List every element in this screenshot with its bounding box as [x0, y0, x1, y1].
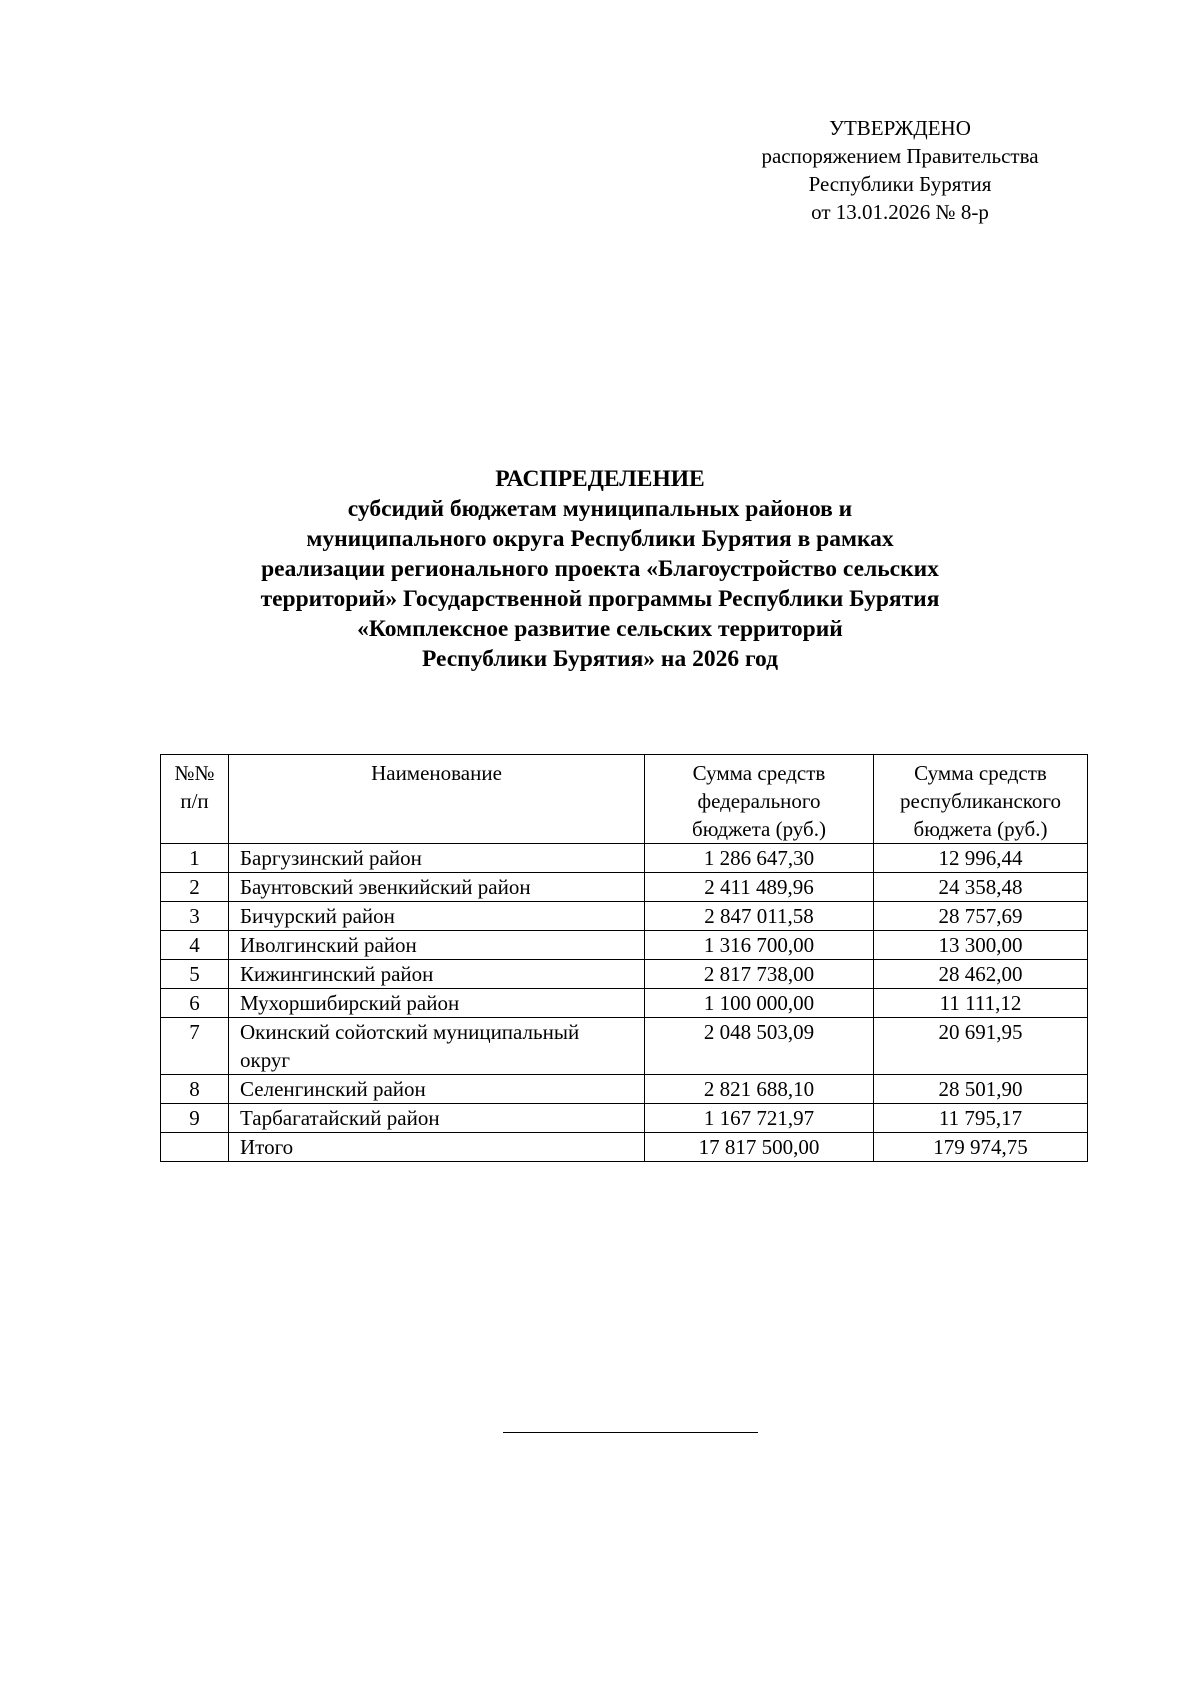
- row-federal-amount: 2 411 489,96: [645, 873, 874, 902]
- row-name: Мухоршибирский район: [229, 989, 645, 1018]
- row-name: Бичурский район: [229, 902, 645, 931]
- header-federal-line: бюджета (руб.): [692, 817, 826, 841]
- row-federal-amount: 1 316 700,00: [645, 931, 874, 960]
- title-line: территорий» Государственной программы Республики Бурятия: [260, 586, 940, 612]
- table-row: [161, 873, 1088, 902]
- distribution-table: [160, 754, 1088, 1162]
- row-number: 5: [161, 960, 229, 989]
- header-republic-line: бюджета (руб.): [913, 817, 1048, 841]
- row-name: Баргузинский район: [229, 844, 645, 873]
- total-federal-amount: 17 817 500,00: [645, 1133, 874, 1162]
- row-number: 2: [161, 873, 229, 902]
- row-name: Тарбагатайский район: [229, 1104, 645, 1133]
- row-federal-amount: 2 048 503,09: [645, 1018, 874, 1075]
- row-republic-amount: 11 795,17: [874, 1104, 1088, 1133]
- header-number-line: №№: [174, 761, 215, 785]
- row-republic-amount: 11 111,12: [874, 989, 1088, 1018]
- row-number: 4: [161, 931, 229, 960]
- row-number: 7: [161, 1018, 229, 1075]
- table-row: [161, 989, 1088, 1018]
- header-name: [229, 755, 645, 844]
- total-republic-amount: 179 974,75: [874, 1133, 1088, 1162]
- table-row: [161, 902, 1088, 931]
- row-republic-amount: 24 358,48: [874, 873, 1088, 902]
- row-number: 8: [161, 1075, 229, 1104]
- closing-divider: [503, 1432, 758, 1433]
- row-name-line: округ: [240, 1048, 291, 1072]
- row-name-line: Окинский сойотский муниципальный: [240, 1020, 580, 1044]
- title-line: «Комплексное развитие сельских территорий: [357, 616, 843, 642]
- row-name: Баунтовский эвенкийский район: [229, 873, 645, 902]
- table-row: [161, 1104, 1088, 1133]
- table-total-row: [161, 1133, 1088, 1162]
- title-line: РАСПРЕДЕЛЕНИЕ: [495, 466, 705, 492]
- total-label: Итого: [229, 1133, 645, 1162]
- row-federal-amount: 1 100 000,00: [645, 989, 874, 1018]
- row-name: Иволгинский район: [229, 931, 645, 960]
- total-number-cell: [161, 1133, 229, 1162]
- header-republic-line: республиканского: [900, 789, 1061, 813]
- title-line: реализации регионального проекта «Благоустройство сельских: [261, 556, 939, 582]
- row-federal-amount: 1 167 721,97: [645, 1104, 874, 1133]
- table-header-row: [161, 755, 1088, 844]
- row-number: 1: [161, 844, 229, 873]
- row-number: 6: [161, 989, 229, 1018]
- approval-authority-line: Республики Бурятия: [808, 172, 992, 196]
- header-number-line: п/п: [180, 789, 209, 813]
- row-name: Селенгинский район: [229, 1075, 645, 1104]
- row-federal-amount: 2 821 688,10: [645, 1075, 874, 1104]
- row-republic-amount: 12 996,44: [874, 844, 1088, 873]
- row-republic-amount: 28 462,00: [874, 960, 1088, 989]
- title-line: Республики Бурятия» на 2026 год: [421, 646, 778, 672]
- table-row: [161, 1075, 1088, 1104]
- approval-date-line: от 13.01.2026 № 8-р: [811, 200, 989, 224]
- header-federal-line: Сумма средств: [692, 761, 826, 785]
- title-line: субсидий бюджетам муниципальных районов и: [347, 496, 853, 522]
- table-row: [161, 1018, 1088, 1075]
- row-number: 9: [161, 1104, 229, 1133]
- table-row: [161, 960, 1088, 989]
- row-republic-amount: 20 691,95: [874, 1018, 1088, 1075]
- approval-heading: УТВЕРЖДЕНО: [829, 116, 971, 140]
- header-name-text: Наименование: [371, 761, 502, 785]
- approval-stamp: [740, 114, 1060, 226]
- table-row: [161, 844, 1088, 873]
- header-federal-line: федерального: [697, 789, 821, 813]
- approval-order-line: распоряжением Правительства: [761, 144, 1039, 168]
- table-row: [161, 931, 1088, 960]
- row-name: [229, 1018, 645, 1075]
- row-name: Кижингинский район: [229, 960, 645, 989]
- row-number: 3: [161, 902, 229, 931]
- row-federal-amount: 2 847 011,58: [645, 902, 874, 931]
- row-federal-amount: 1 286 647,30: [645, 844, 874, 873]
- header-federal: [645, 755, 874, 844]
- row-federal-amount: 2 817 738,00: [645, 960, 874, 989]
- row-republic-amount: 28 501,90: [874, 1075, 1088, 1104]
- row-republic-amount: 28 757,69: [874, 902, 1088, 931]
- header-republic: [874, 755, 1088, 844]
- document-title: [120, 464, 1080, 674]
- header-republic-line: Сумма средств: [914, 761, 1047, 785]
- header-number: [161, 755, 229, 844]
- row-republic-amount: 13 300,00: [874, 931, 1088, 960]
- title-line: муниципального округа Республики Бурятия в рамках: [306, 526, 894, 552]
